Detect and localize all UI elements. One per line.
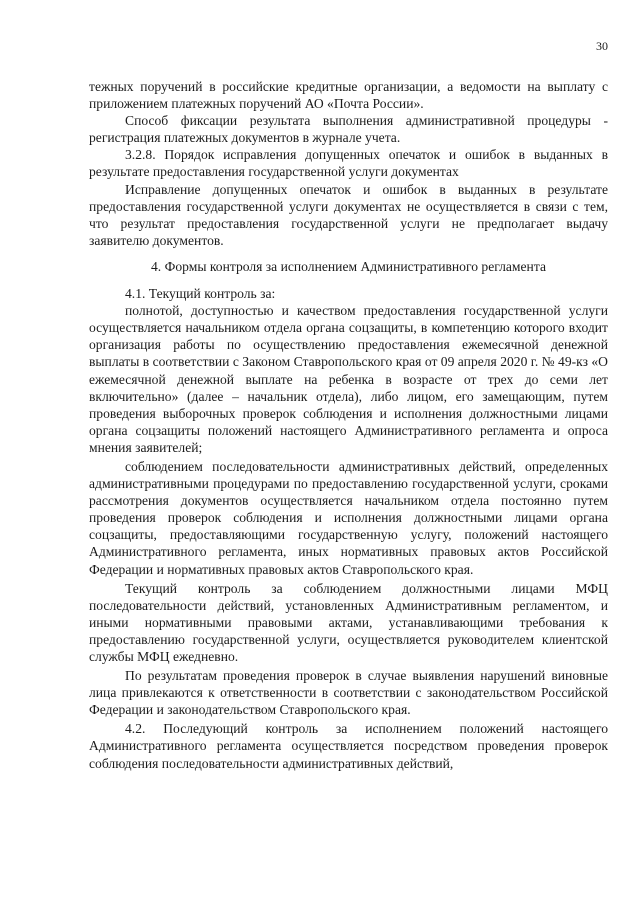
document-body	[89, 78, 608, 772]
paragraph-4-1-intro: 4.1. Текущий контроль за:	[125, 286, 276, 302]
paragraph-completeness-control: полнотой, доступностью и качеством предоставления государственной услуги осуществляется начальником отдела органа соцзащиты, в компетенцию которого входит организация работы по осуществлению предоставления ежемесячной денежной выплаты в соответствии с Законом Ставропольского края от 09 апреля 2020 г. № 49-кз «О ежемесячной денежной выплате на ребенка в возрасте от трех до семи лет включительно» (далее – начальник отдела), либо лицом, его замещающим, путем проведения выборочных проверок соблюдения и исполнения должностными лицами органа соцзащиты положений настоящего Административного регламента и опроса мнения заявителей;	[89, 303, 608, 455]
section-4-heading: 4. Формы контроля за исполнением Административного регламента	[151, 258, 546, 274]
page-number: 30	[596, 39, 608, 53]
paragraph-mfc-control: Текущий контроль за соблюдением должностными лицами МФЦ последовательности действий, установленных Административным регламентом, и иными нормативными правовыми актами, устанавливающими требования к предоставлению государственной услуги, осуществляется руководителем клиентской службы МФЦ ежедневно.	[89, 580, 608, 664]
paragraph-3-2-8-heading: 3.2.8. Порядок исправления допущенных опечаток и ошибок в выданных в результате предоставления государственной услуги документах	[89, 147, 608, 180]
paragraph-correction-errors: Исправление допущенных опечаток и ошибок в выданных в результате предоставления государственной услуги документах не осуществляется в связи с тем, что результат предоставления государственной услуги не предполагает выдачу заявителю документов.	[89, 181, 608, 248]
paragraph-fixation-method: Способ фиксации результата выполнения административной процедуры - регистрация платежных документов в журнале учета.	[89, 113, 608, 146]
paragraph-sequence-control: соблюдением последовательности административных действий, определенных административными процедурами по предоставлению государственной услуги, сроками рассмотрения документов осуществляется начальником отдела постоянно путем проведения проверок соблюдения и исполнения должностными лицами органа соцзащиты, предоставляющими государственную услугу, положений настоящего Административного регламента, иных нормативных правовых актов Российской Федерации и нормативных правовых актов Ставропольского края.	[89, 458, 608, 577]
paragraph-payment-orders: тежных поручений в российские кредитные организации, а ведомости на выплату с приложением платежных поручений АО «Почта России».	[89, 79, 608, 112]
paragraph-violations-responsibility: По результатам проведения проверок в случае выявления нарушений виновные лица привлекаются к ответственности в соответствии с законодательством Российской Федерации и законодательством Ставропольского края.	[89, 668, 608, 718]
paragraph-4-2-subsequent-control: 4.2. Последующий контроль за исполнением положений настоящего Административного регламента осуществляется посредством проведения проверок соблюдения последовательности административных действий,	[89, 721, 608, 771]
